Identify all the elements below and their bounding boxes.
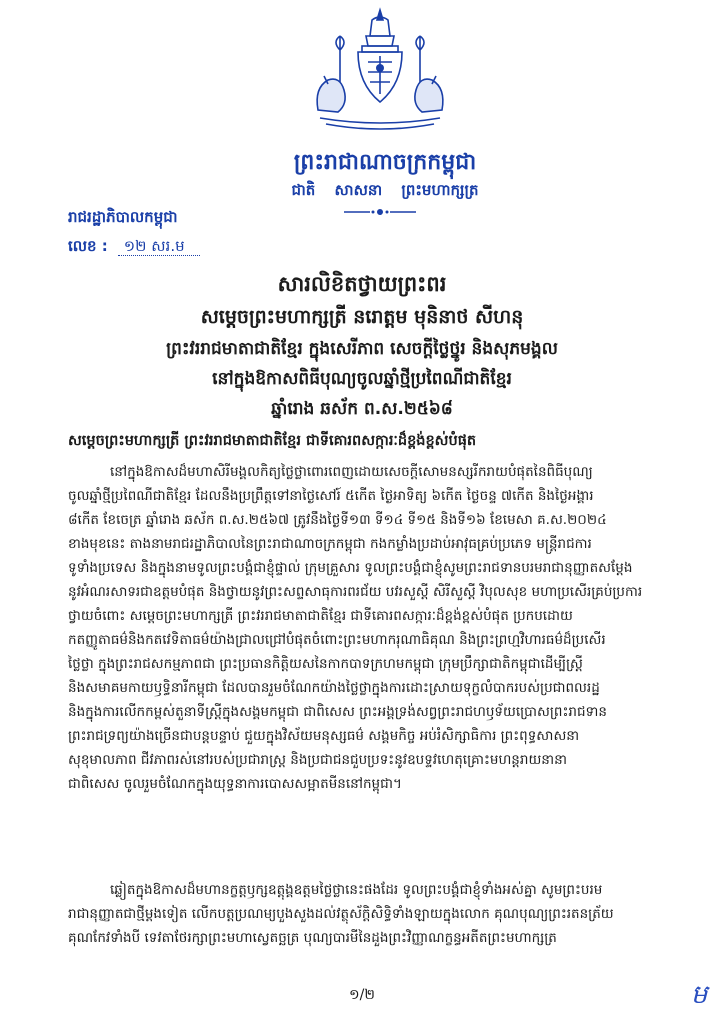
- kingdom-title: ព្រះរាជាណាចក្រកម្ពុជា: [293, 150, 477, 175]
- reference-number: ១២ សរ.ម: [118, 237, 200, 256]
- motto-ornament-icon: [340, 207, 420, 217]
- paragraph-line: នូវអំណរសាទរជាឧត្តមបំផុត និងថ្វាយនូវព្រះសព្ទសាធុការពរជ័យ បវរសួស្តី សិរីសួស្តី វិបុលសុខ មហាប្រសើរគ្រប់ប្រការ: [68, 584, 643, 600]
- paragraph-line: និងសមាគមកាយឫទ្ធិនារីកម្ពុជា ដែលបានរួមចំណែកយ៉ាងថ្លៃថ្លាក្នុងការដោះស្រាយទុក្ខលំបាករបស់ប្រជាពលរដ្ឋ: [68, 680, 600, 696]
- government-name: រាជរដ្ឋាភិបាលកម្ពុជា: [68, 208, 178, 226]
- recipient-name: សម្តេចព្រះមហាក្សត្រី នរោត្តម មុនិនាថ សីហនុ: [200, 306, 524, 328]
- reference-label: លេខ :: [68, 237, 108, 255]
- paragraph-line: ថ្វាយចំពោះ សម្តេចព្រះមហាក្សត្រី ព្រះវររាជមាតាជាតិខ្មែរ ជាទីគោរពសក្ការៈដ៏ខ្ពង់ខ្ពស់បំផុត ប្រកបដោយ: [68, 608, 573, 624]
- salutation: សម្តេចព្រះមហាក្សត្រី ព្រះវររាជមាតាជាតិខ្មែរ ជាទីគោរពសក្ការៈដ៏ខ្ពង់ខ្ពស់បំផុត: [68, 433, 477, 449]
- body-paragraph-1: [68, 460, 676, 796]
- paragraph-line: ៨កើត ខែចេត្រ ឆ្នាំរោង ឆស័ក ព.ស.២៥៦៧ ត្រូវនឹងថ្ងៃទី១៣ ទី១៤ ទី១៥ និងទី១៦ ខែមេសា គ.ស.២០២៤: [68, 512, 607, 528]
- paragraph-line: រាជានុញ្ញាតជាថ្មីម្តងទៀត លើកបត្តប្រណម្យបួងសួងដល់វត្ថុស័ក្តិសិទ្ធិទាំងឡាយក្នុងលោក គុណបុណ្យព្រះរតនត្រ័យ: [68, 906, 614, 922]
- year-line: ឆ្នាំរោង ឆស័ក ព.ស.២៥៦៨: [271, 399, 453, 419]
- paragraph-line: ឆ្លៀតក្នុងឱកាសដ៏មហានក្ខត្តឫក្សឧត្តុង្គឧត្តមថ្លៃថ្លានេះផងដែរ ទូលព្រះបង្គំជាខ្ញុំទាំងអស់គ្នា សូមព្រះបរម: [110, 882, 603, 898]
- paragraph-line: ព្រះរាជទ្រព្យយ៉ាងច្រើនជាបន្តបន្ទាប់ ជួយក្នុងវិស័យមនុស្សធម៌ សង្គមកិច្ច អប់រំសិក្សាធិការ ព្រះពុទ្ធសាសនា: [68, 728, 580, 744]
- royal-emblem-icon: [300, 6, 460, 138]
- paragraph-line: ថ្លៃថ្លា ក្នុងព្រះរាជសកម្មភាពជា ព្រះប្រធានកិត្តិយសនៃកាកបាទក្រហមកម្ពុជា ក្រុមប្រឹក្សាជាតិកម្ពុជាដើម្បីស្ត្រី: [68, 656, 583, 672]
- paragraph-line: ទូទាំងប្រទេស និងក្នុងនាមទូលព្រះបង្គំជាខ្ញុំផ្ទាល់ ក្រុមគ្រួសារ ទូលព្រះបង្គំជាខ្ញុំសូមព្រះរាជទានបរមរាជានុញ្ញាតសម្តែង: [68, 560, 633, 576]
- page-number: ១/២: [349, 987, 375, 1003]
- paragraph-line: ខាងមុខនេះ តាងនាមរាជរដ្ឋាភិបាលនៃព្រះរាជាណាចក្រកម្ពុជា កងកម្លាំងប្រដាប់អាវុធគ្រប់ប្រភេទ មន្ត្រីរាជការ: [68, 536, 592, 552]
- occasion-line: នៅក្នុងឱកាសពិធីបុណ្យចូលឆ្នាំថ្មីប្រពៃណីជាតិខ្មែរ: [212, 369, 512, 389]
- national-motto: ជាតិ សាសនា ព្រះមហាក្សត្រ: [291, 181, 479, 199]
- letter-title: សារលិខិតថ្វាយព្រះពរ: [277, 272, 447, 296]
- paragraph-line: ជាពិសេស ចូលរួមចំណែកក្នុងយុទ្ធនាការបោសសម្អាតមីននៅកម្ពុជា។: [68, 776, 402, 792]
- handwritten-initials: ម: [690, 980, 708, 1010]
- paragraph-line: សុខុមាលភាព ជីវភាពរស់នៅរបស់ប្រជារាស្ត្រ និងប្រជាជនជួបប្រទះនូវឧបទ្ទវហេតុគ្រោះមហន្តរាយនានា: [68, 752, 568, 768]
- paragraph-line: ចូលឆ្នាំថ្មីប្រពៃណីជាតិខ្មែរ ដែលនឹងប្រព្រឹត្តទៅនាថ្ងៃសៅរ៍ ៥កើត ថ្ងៃអាទិត្យ ៦កើត ថ្ងៃចន្ទ ៧កើត និងថ្ងៃអង្គារ: [68, 488, 594, 504]
- body-paragraph-2: [68, 878, 676, 950]
- paragraph-line: គុណកែវទាំងបី ទេវតាថែរក្សាព្រះមហាស្វេតច្ឆត្រ បុណ្យបារមីនៃដួងព្រះវិញ្ញាណក្ខន្ធអតីតព្រះមហាក្សត្រ: [68, 930, 557, 946]
- recipient-title: ព្រះវររាជមាតាជាតិខ្មែរ ក្នុងសេរីភាព សេចក្តីថ្លៃថ្នូរ និងសុភមង្គល: [166, 339, 558, 359]
- paragraph-line: នៅក្នុងឱកាសដ៏មហាសិរីមង្គលកិត្យថ្លៃថ្លាពោរពេញដោយសេចក្តីសោមនស្សរីករាយបំផុតនៃពិធីបុណ្យ: [110, 464, 593, 480]
- paragraph-line: និងក្នុងការលើកកម្ពស់តួនាទីស្ត្រីក្នុងសង្គមកម្ពុជា ជាពិសេស ព្រះអង្គទ្រង់សព្វព្រះរាជហឫទ័យប្រោសព្រះរាជទាន: [68, 704, 607, 720]
- reference-number-row: [68, 235, 200, 257]
- paragraph-line: កតញ្ញូតាធម៌និងកតវេទិតាធម៌យ៉ាងជ្រាលជ្រៅបំផុតចំពោះព្រះមហាករុណាធិគុណ និងព្រះព្រហ្មវិហារធម៌ដ៏ប្រសើរ: [68, 632, 606, 648]
